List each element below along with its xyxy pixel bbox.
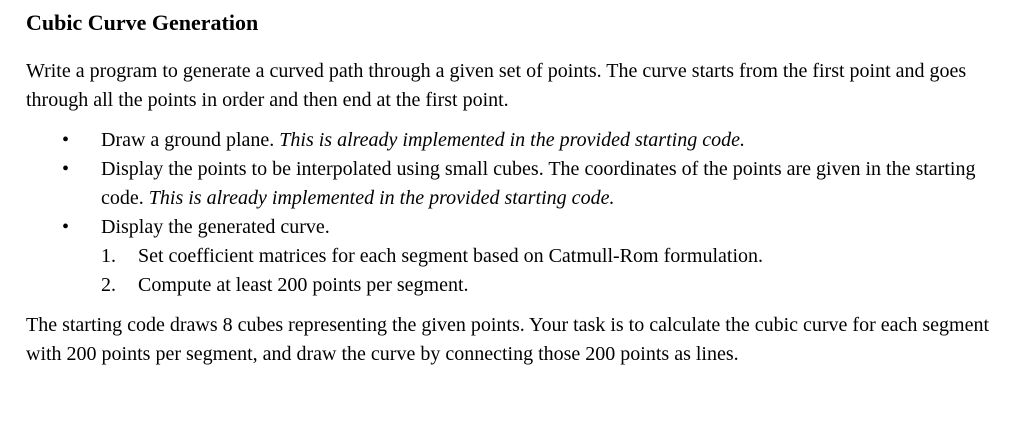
document-page: [26, 8, 1001, 369]
requirement-display-points: [26, 155, 1001, 213]
document-title: Cubic Curve Generation: [26, 10, 259, 35]
curve-step: [101, 271, 1001, 300]
bullet-icon: •: [62, 129, 70, 151]
requirement-note: This is already implemented in the provided starting code.: [279, 129, 745, 151]
step-number: 2.: [101, 274, 116, 296]
intro-paragraph: Write a program to generate a curved path through a given set of points. The curve starts from the first point and goes through all the points in order and then end at the first point.: [26, 60, 967, 111]
requirement-display-curve: [26, 213, 1001, 300]
bullet-icon: •: [62, 216, 70, 238]
curve-steps-list: [101, 242, 1001, 300]
curve-step: [101, 242, 1001, 271]
requirement-note: This is already implemented in the provided starting code.: [148, 187, 615, 209]
requirement-text: Display the points to be interpolated using small cubes. The coordinates of the points are given in the starting code.: [101, 158, 976, 209]
requirements-list: [26, 126, 1001, 300]
step-text: Set coefficient matrices for each segment based on Catmull-Rom formulation.: [138, 245, 763, 267]
task-paragraph: The starting code draws 8 cubes representing the given points. Your task is to calculate the cubic curve for each segment with 200 points per segment, and draw the curve by connecting those 200 points as lines.: [26, 314, 990, 365]
requirement-text: Display the generated curve.: [101, 216, 330, 238]
bullet-icon: •: [62, 158, 70, 180]
step-text: Compute at least 200 points per segment.: [138, 274, 469, 296]
requirement-text: Draw a ground plane.: [101, 129, 280, 151]
requirement-ground-plane: [26, 126, 1001, 155]
step-number: 1.: [101, 245, 116, 267]
